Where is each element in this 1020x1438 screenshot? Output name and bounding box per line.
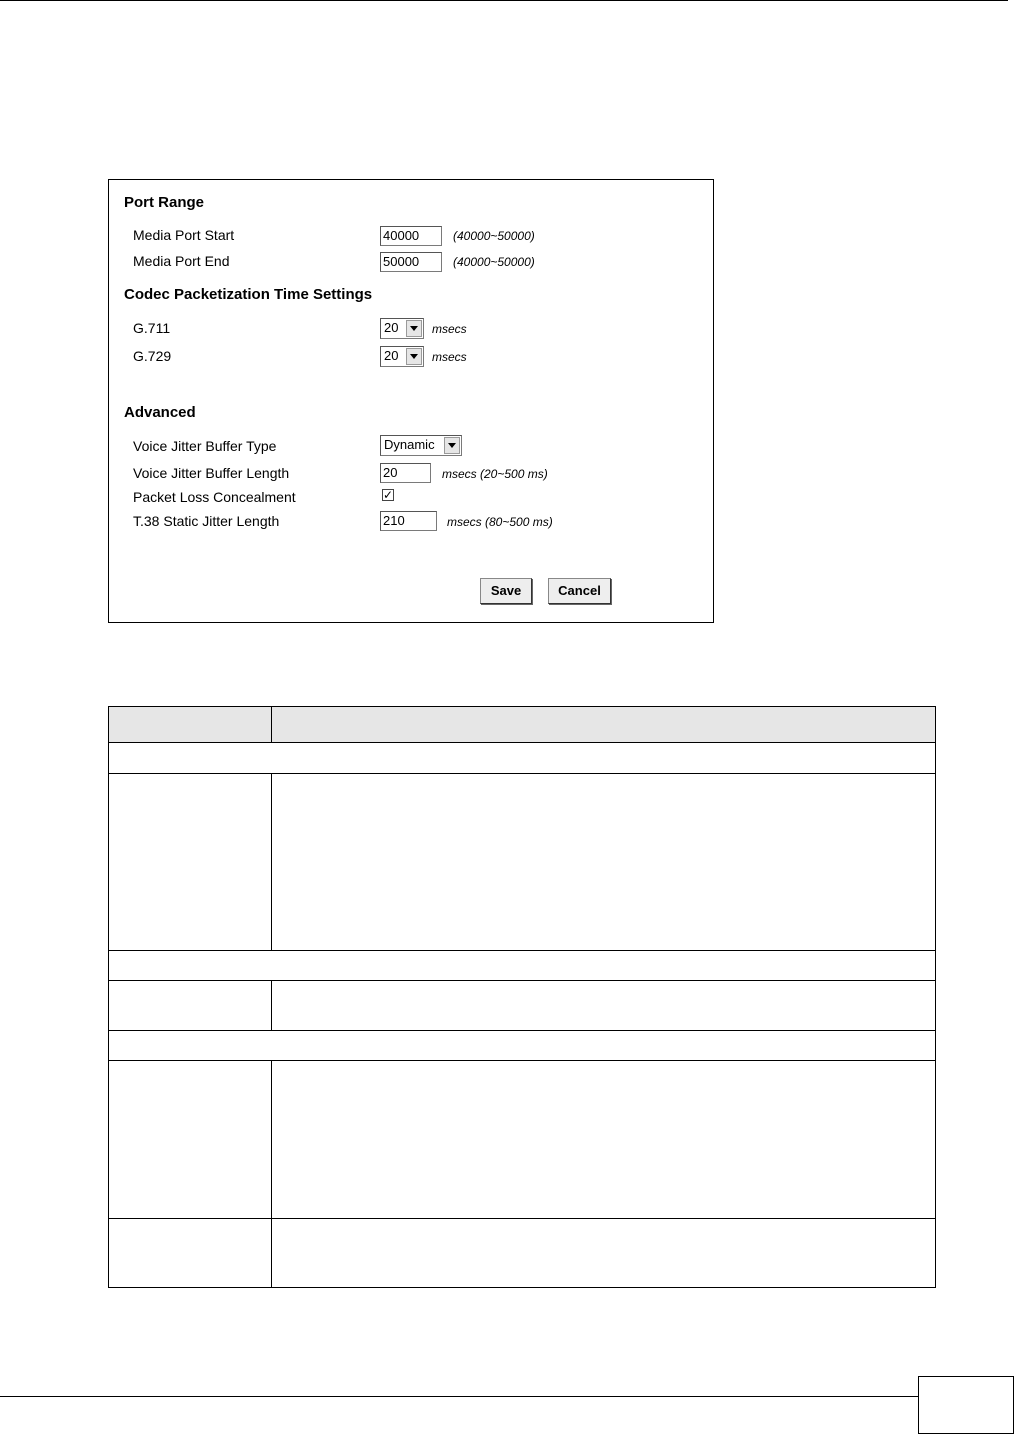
table-row <box>109 1219 935 1287</box>
voice-settings-panel <box>108 179 714 623</box>
column-divider <box>271 774 272 951</box>
media-port-end-hint: (40000~50000) <box>453 255 535 269</box>
packet-loss-concealment-label: Packet Loss Concealment <box>133 489 296 505</box>
media-port-end-label: Media Port End <box>133 253 230 269</box>
field-description-table <box>108 706 936 1288</box>
table-row <box>109 981 935 1031</box>
g729-select[interactable] <box>380 346 424 367</box>
jitter-buffer-length-label: Voice Jitter Buffer Length <box>133 465 290 481</box>
t38-jitter-length-input[interactable]: 210 <box>380 511 437 531</box>
g729-select-value: 20 <box>384 348 399 363</box>
chevron-down-icon[interactable] <box>444 437 460 454</box>
jitter-buffer-type-label: Voice Jitter Buffer Type <box>133 438 277 454</box>
packet-loss-concealment-checkbox[interactable] <box>382 489 394 501</box>
g711-unit: msecs <box>432 322 467 336</box>
page-top-rule <box>0 0 1008 1</box>
jitter-buffer-type-select[interactable] <box>380 435 462 456</box>
media-port-start-hint: (40000~50000) <box>453 229 535 243</box>
column-divider <box>271 1061 272 1287</box>
page-bottom-rule <box>0 1396 918 1397</box>
table-section-row <box>109 743 935 774</box>
page-number-box <box>918 1376 1014 1434</box>
table-section-row <box>109 951 935 981</box>
column-divider <box>271 707 272 743</box>
chevron-down-icon[interactable] <box>406 320 422 337</box>
save-button[interactable]: Save <box>480 578 532 604</box>
codec-settings-title: Codec Packetization Time Settings <box>124 286 373 303</box>
media-port-start-label: Media Port Start <box>133 227 235 243</box>
g711-label: G.711 <box>133 320 171 336</box>
table-row <box>109 1061 935 1219</box>
table-header-row <box>109 707 935 743</box>
chevron-down-icon[interactable] <box>406 348 422 365</box>
cancel-button[interactable]: Cancel <box>548 578 611 604</box>
g711-select[interactable] <box>380 318 424 339</box>
table-row <box>109 774 935 951</box>
check-icon: ✓ <box>383 488 394 502</box>
advanced-title: Advanced <box>124 404 196 421</box>
g729-unit: msecs <box>432 350 467 364</box>
jitter-buffer-length-hint: msecs (20~500 ms) <box>442 467 548 481</box>
jitter-buffer-type-value: Dynamic <box>384 437 435 452</box>
g711-select-value: 20 <box>384 320 399 335</box>
t38-jitter-length-label: T.38 Static Jitter Length <box>133 513 280 529</box>
t38-jitter-length-hint: msecs (80~500 ms) <box>447 515 553 529</box>
media-port-start-input[interactable]: 40000 <box>380 226 442 246</box>
media-port-end-input[interactable]: 50000 <box>380 252 442 272</box>
table-section-row <box>109 1031 935 1061</box>
column-divider <box>271 981 272 1031</box>
port-range-title: Port Range <box>124 194 205 211</box>
g729-label: G.729 <box>133 348 172 364</box>
jitter-buffer-length-input[interactable]: 20 <box>380 463 431 483</box>
